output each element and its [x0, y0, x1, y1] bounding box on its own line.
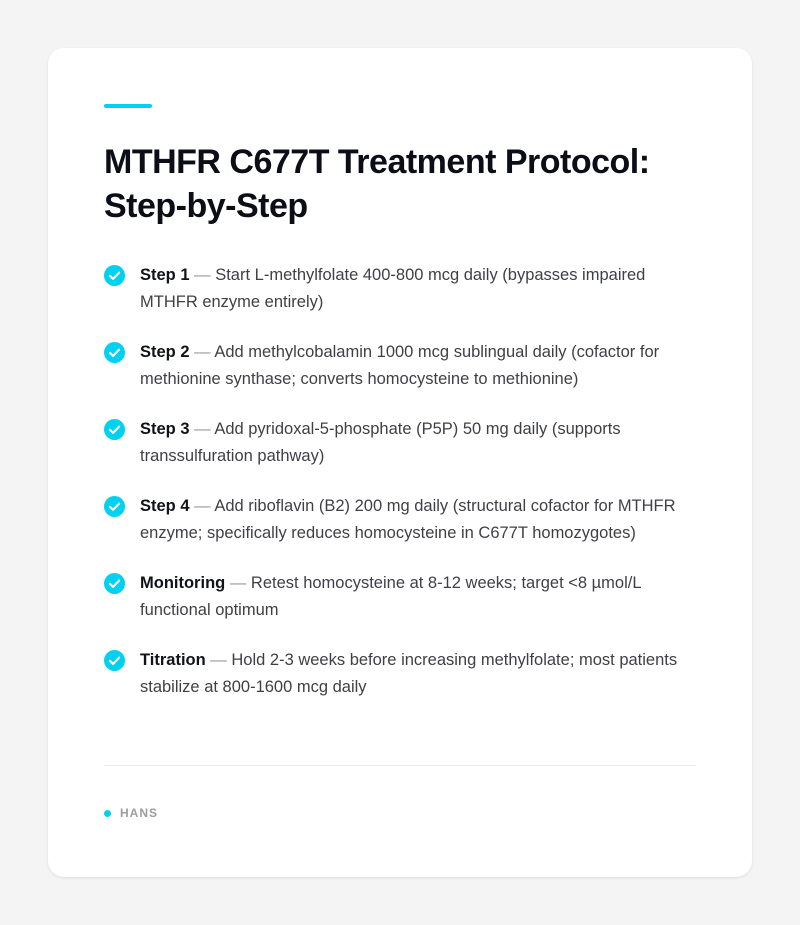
check-circle-icon — [104, 265, 125, 286]
accent-bar — [104, 104, 152, 108]
step-text: Hold 2-3 weeks before increasing methylfolate; most patients stabilize at 800-1600 mcg daily — [140, 651, 678, 696]
step-text: Retest homocysteine at 8-12 weeks; target <8 µmol/L functional optimum — [140, 574, 641, 619]
step-label: Step 1 — [140, 266, 190, 284]
step-label: Step 2 — [140, 343, 190, 361]
check-circle-icon — [104, 573, 125, 594]
list-item — [104, 570, 696, 624]
step-text: Add pyridoxal-5-phosphate (P5P) 50 mg daily (supports transsulfuration pathway) — [140, 420, 621, 465]
step-text: Start L-methylfolate 400-800 mcg daily (bypasses impaired MTHFR enzyme entirely) — [140, 266, 646, 311]
step-text: Add riboflavin (B2) 200 mg daily (structural cofactor for MTHFR enzyme; specifically reduces homocysteine in C677T homozygotes) — [140, 497, 676, 542]
check-circle-icon — [104, 419, 125, 440]
list-item — [104, 416, 696, 470]
step-text: Add methylcobalamin 1000 mcg sublingual daily (cofactor for methionine synthase; converts homocysteine to methionine) — [140, 343, 660, 388]
author-name: HANS — [120, 806, 159, 820]
step-label: Step 3 — [140, 420, 190, 438]
check-circle-icon — [104, 650, 125, 671]
step-label: Step 4 — [140, 497, 190, 515]
separator: — — [194, 343, 215, 361]
list-item — [104, 339, 696, 393]
list-item — [104, 493, 696, 547]
list-item — [104, 647, 696, 701]
step-label: Monitoring — [140, 574, 226, 592]
list-item — [104, 262, 696, 316]
separator: — — [210, 651, 232, 669]
page-title: MTHFR C677T Treatment Protocol: Step-by-Step — [104, 143, 650, 225]
separator: — — [194, 266, 216, 284]
step-label: Titration — [140, 651, 206, 669]
author-dot-icon — [104, 810, 111, 817]
footer — [104, 806, 158, 820]
divider — [104, 765, 696, 766]
check-circle-icon — [104, 342, 125, 363]
check-circle-icon — [104, 496, 125, 517]
protocol-steps-list — [104, 262, 696, 701]
separator: — — [194, 497, 215, 515]
separator: — — [194, 420, 215, 438]
protocol-card — [48, 48, 752, 877]
separator: — — [229, 574, 251, 592]
